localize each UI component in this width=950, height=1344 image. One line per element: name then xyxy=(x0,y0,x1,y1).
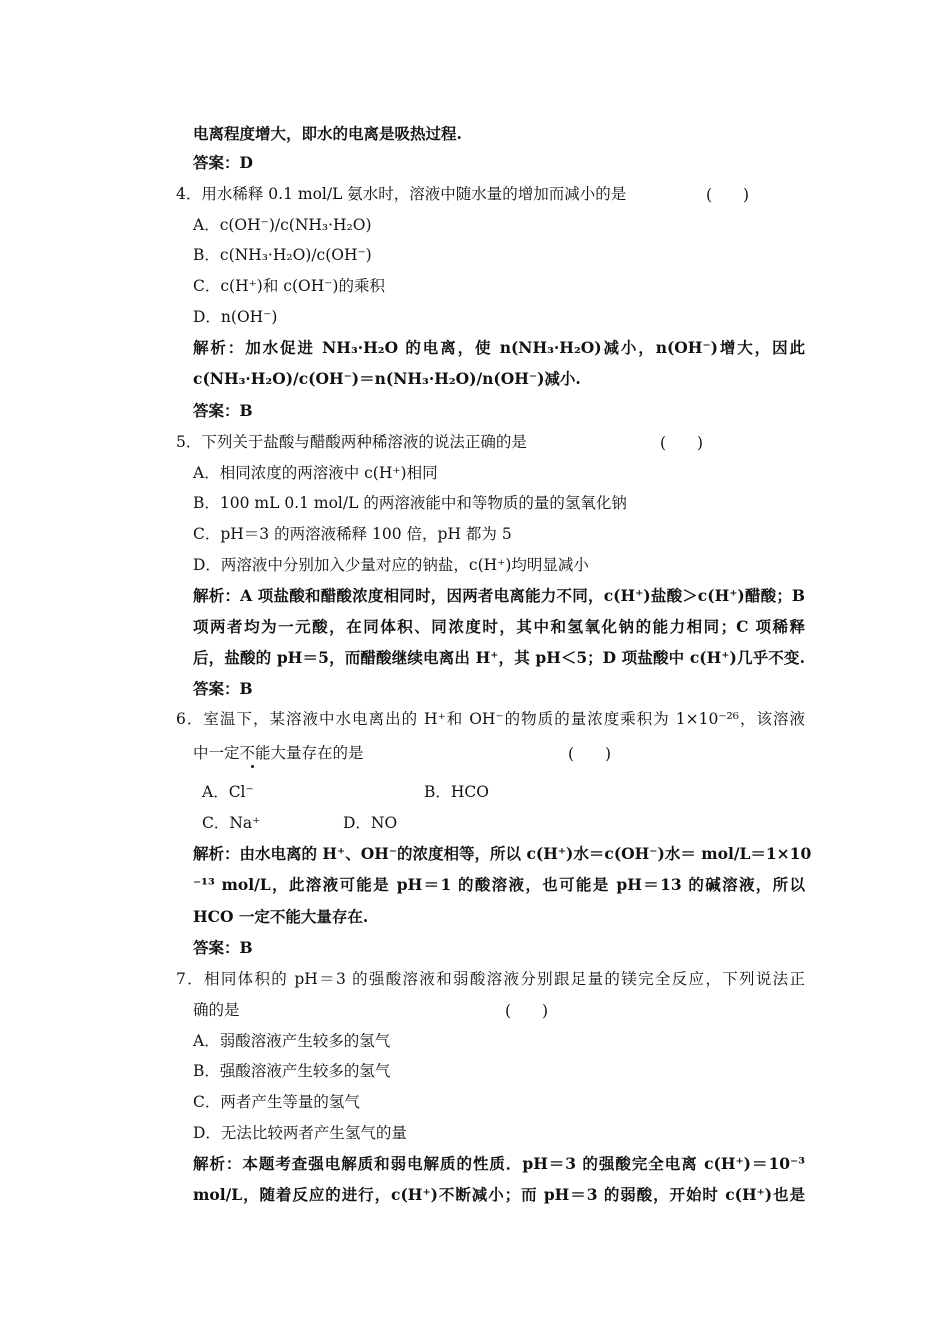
question-4-option-a: A．c(OH⁻)/c(NH₃·H₂O) xyxy=(193,216,372,234)
question-6-option-d: D．NO xyxy=(343,814,398,832)
question-6-analysis-line-3: HCO 一定不能大量存在. xyxy=(193,907,369,926)
question-6-answer-blank: ( ) xyxy=(568,745,612,763)
question-5-analysis-line-3: 后，盐酸的 pH＝5，而醋酸继续电离出 H⁺，其 pH＜5；D 项盐酸中 c(H⁺)几乎不变. xyxy=(193,648,805,667)
question-5-analysis-line-1: 解析：A 项盐酸和醋酸浓度相同时，因两者电离能力不同，c(H⁺)盐酸＞c(H⁺)醋酸；B xyxy=(193,586,805,605)
question-4-answer-blank: ( ) xyxy=(706,186,750,204)
question-6-option-b: B．HCO xyxy=(424,783,489,801)
question-5-analysis-line-2: 项两者均为一元酸，在同体积、同浓度时，其中和氢氧化钠的能力相同；C 项稀释 xyxy=(193,617,805,636)
question-7-option-c: C．两者产生等量的氢气 xyxy=(193,1093,360,1111)
question-6-analysis-line-2: ⁻¹³ mol/L，此溶液可能是 pH＝1 的酸溶液，也可能是 pH＝13 的碱溶液，所以 xyxy=(193,875,805,894)
question-5-option-a: A．相同浓度的两溶液中 c(H⁺)相同 xyxy=(193,464,438,482)
question-7-option-d: D．无法比较两者产生氢气的量 xyxy=(193,1124,407,1142)
question-7-analysis-line-1: 解析：本题考查强电解质和弱电解质的性质．pH＝3 的强酸完全电离 c(H⁺)＝10⁻³ xyxy=(193,1154,805,1173)
question-7-option-a: A．弱酸溶液产生较多的氢气 xyxy=(193,1032,391,1050)
question-5-option-b: B．100 mL 0.1 mol/L 的两溶液能中和等物质的量的氢氧化钠 xyxy=(193,494,627,512)
emphasis-dot xyxy=(251,765,254,768)
question-6-analysis-line-1: 解析：由水电离的 H⁺、OH⁻的浓度相等，所以 c(H⁺)水＝c(OH⁻)水＝ mol/L＝1×10 xyxy=(193,844,812,863)
question-4-option-b: B．c(NH₃·H₂O)/c(OH⁻) xyxy=(193,246,372,264)
question-7-stem-line-2: 确的是 xyxy=(193,1001,240,1019)
question-5-answer-blank: ( ) xyxy=(660,434,704,452)
question-4-analysis-line-1: 解析：加水促进 NH₃·H₂O 的电离，使 n(NH₃·H₂O)减小，n(OH⁻)增大，因此 xyxy=(193,338,805,357)
question-5-option-d: D．两溶液中分别加入少量对应的钠盐，c(H⁺)均明显减小 xyxy=(193,556,589,574)
answer-q6: 答案：B xyxy=(193,938,253,957)
analysis-continuation: 电离程度增大，即水的电离是吸热过程. xyxy=(193,124,462,143)
question-4-analysis-line-2: c(NH₃·H₂O)/c(OH⁻)＝n(NH₃·H₂O)/n(OH⁻)减小. xyxy=(193,369,581,388)
question-7-answer-blank: ( ) xyxy=(505,1002,549,1020)
answer-q4: 答案：B xyxy=(193,401,253,420)
question-4-stem: 4．用水稀释 0.1 mol/L 氨水时，溶液中随水量的增加而减小的是 xyxy=(176,185,627,203)
question-6-stem-line-2: 中一定不能大量存在的是 xyxy=(193,744,364,762)
question-5-option-c: C．pH＝3 的两溶液稀释 100 倍，pH 都为 5 xyxy=(193,525,512,543)
question-6-stem-line-1: 6．室温下，某溶液中水电离出的 H⁺和 OH⁻的物质的量浓度乘积为 1×10⁻²⁶，该溶液 xyxy=(176,710,805,728)
question-4-option-c: C．c(H⁺)和 c(OH⁻)的乘积 xyxy=(193,277,385,295)
question-6-option-a: A．Cl⁻ xyxy=(202,783,254,801)
question-6-option-c: C．Na⁺ xyxy=(202,814,261,832)
question-4-option-d: D．n(OH⁻) xyxy=(193,308,278,326)
answer-q5: 答案：B xyxy=(193,679,253,698)
question-5-stem: 5．下列关于盐酸与醋酸两种稀溶液的说法正确的是 xyxy=(176,433,527,451)
question-7-analysis-line-2: mol/L，随着反应的进行，c(H⁺)不断减小；而 pH＝3 的弱酸，开始时 c(H⁺)也是 xyxy=(193,1185,805,1204)
answer-q3: 答案：D xyxy=(193,153,253,172)
question-7-stem-line-1: 7．相同体积的 pH＝3 的强酸溶液和弱酸溶液分别跟足量的镁完全反应，下列说法正 xyxy=(176,970,805,988)
question-7-option-b: B．强酸溶液产生较多的氢气 xyxy=(193,1062,391,1080)
